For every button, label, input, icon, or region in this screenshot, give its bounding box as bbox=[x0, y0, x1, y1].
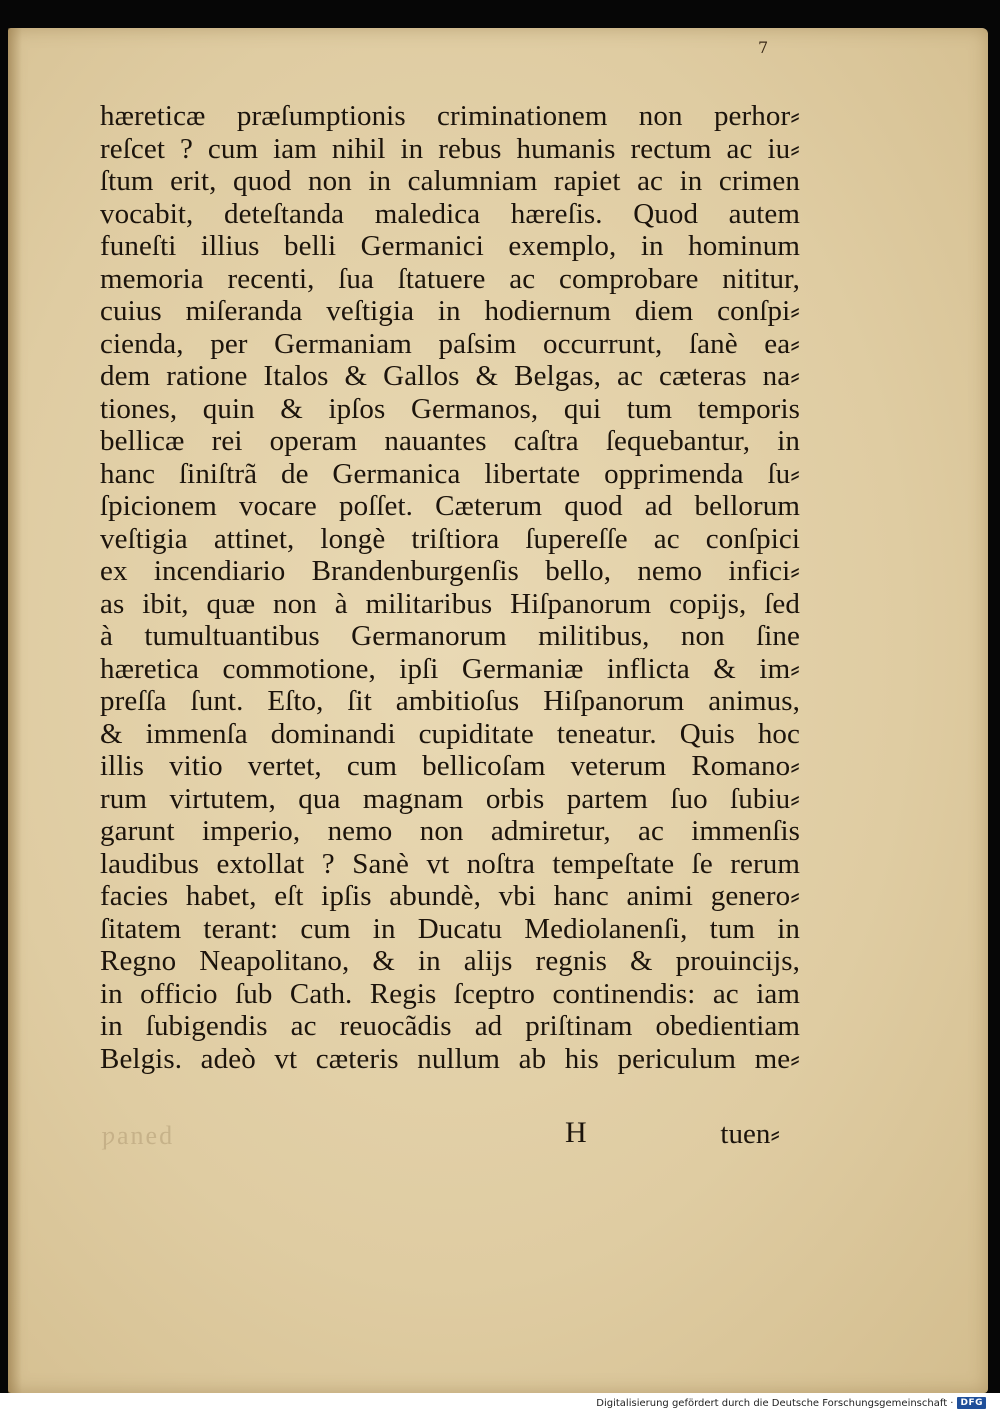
bleed-through-text: ƿaned bbox=[102, 1121, 175, 1150]
text-line: & immenſa dominandi cupiditate teneatur. Quis hoc bbox=[100, 717, 800, 750]
text-line: preſſa ſunt. Eſto, ſit ambitioſus Hiſpanorum animus, bbox=[100, 685, 800, 717]
text-line: à tumultuantibus Germanorum militibus, non ſine bbox=[100, 620, 800, 652]
text-line: tiones, quin & ipſos Germanos, qui tum temporis bbox=[100, 392, 800, 425]
credit-text: Digitalisierung gefördert durch die Deutsche Forschungsgemeinschaft · bbox=[596, 1397, 954, 1409]
text-line: in ſubigendis ac reuocãdis ad priſtinam obedientiam bbox=[100, 1010, 800, 1042]
text-line: ſitatem terant: cum in Ducatu Mediolanenſi, tum in bbox=[100, 912, 800, 945]
page-gutter-shadow bbox=[8, 28, 22, 1393]
digitization-credit bbox=[596, 1397, 986, 1409]
page-corner-mark: 7 bbox=[758, 38, 769, 57]
body-text bbox=[100, 100, 800, 1075]
text-line: in officio ſub Cath. Regis ſceptro continendis: ac iam bbox=[100, 977, 800, 1010]
text-line: ſtum erit, quod non in calumniam rapiet ac in crimen bbox=[100, 165, 800, 197]
text-line: hanc ſiniſtrã de Germanica libertate opprimenda ſu⸗ bbox=[100, 457, 800, 490]
text-line: hæreticæ præſumptionis criminationem non perhor⸗ bbox=[100, 100, 800, 132]
text-line: reſcet ? cum iam nihil in rebus humanis rectum ac iu⸗ bbox=[100, 132, 800, 165]
text-line: memoria recenti, ſua ſtatuere ac comprobare nititur, bbox=[100, 262, 800, 295]
text-line: cuius miſeranda veſtigia in hodiernum diem conſpi⸗ bbox=[100, 295, 800, 327]
text-line: illis vitio vertet, cum bellicoſam veterum Romano⸗ bbox=[100, 750, 800, 782]
book-page bbox=[8, 28, 988, 1393]
text-line: bellicæ rei operam nauantes caſtra ſequebantur, in bbox=[100, 425, 800, 457]
text-line: vocabit, deteſtanda maledica hæreſis. Quod autem bbox=[100, 197, 800, 230]
text-line: Belgis. adeò vt cæteris nullum ab his periculum me⸗ bbox=[100, 1042, 800, 1075]
dfg-logo-icon: DFG bbox=[957, 1397, 986, 1409]
text-line: funeſti illius belli Germanici exemplo, in hominum bbox=[100, 230, 800, 262]
text-line: rum virtutem, qua magnam orbis partem ſuo ſubiu⸗ bbox=[100, 782, 800, 815]
text-line: cienda, per Germaniam paſsim occurrunt, ſanè ea⸗ bbox=[100, 327, 800, 360]
text-line: garunt imperio, nemo non admiretur, ac immenſis bbox=[100, 815, 800, 847]
text-line: ſpicionem vocare poſſet. Cæterum quod ad bellorum bbox=[100, 490, 800, 522]
page-footer bbox=[100, 1108, 780, 1148]
text-line: laudibus extollat ? Sanè vt noſtra tempeſtate ſe rerum bbox=[100, 847, 800, 880]
text-line: facies habet, eſt ipſis abundè, vbi hanc animi genero⸗ bbox=[100, 880, 800, 912]
catchword: tuen⸗ bbox=[720, 1118, 780, 1150]
signature-mark: H bbox=[565, 1116, 587, 1149]
text-line: ex incendiario Brandenburgenſis bello, nemo infici⸗ bbox=[100, 555, 800, 587]
text-line: veſtigia attinet, longè triſtiora ſupereſſe ac conſpici bbox=[100, 522, 800, 555]
text-line: as ibit, quæ non à militaribus Hiſpanorum copijs, ſed bbox=[100, 587, 800, 620]
text-line: Regno Neapolitano, & in alijs regnis & prouincijs, bbox=[100, 945, 800, 977]
text-line: dem ratione Italos & Gallos & Belgas, ac cæteras na⸗ bbox=[100, 360, 800, 392]
text-line: hæretica commotione, ipſi Germaniæ inflicta & im⸗ bbox=[100, 652, 800, 685]
